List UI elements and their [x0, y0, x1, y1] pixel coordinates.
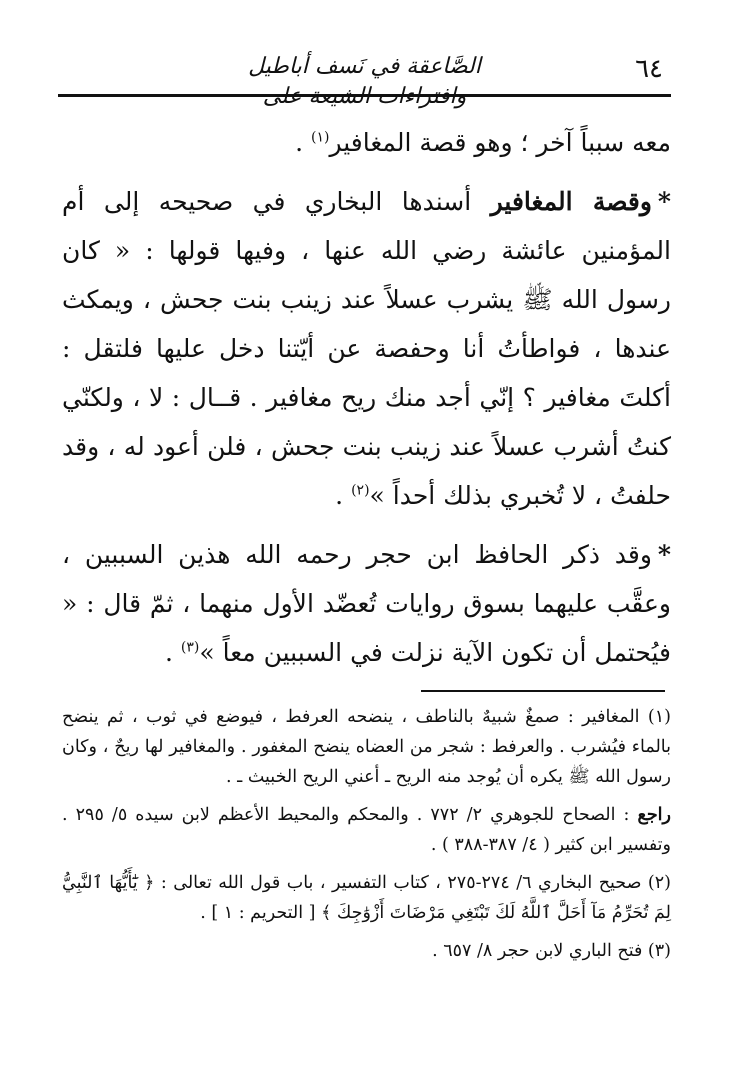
footnote-1-ref-text: : الصحاح للجوهري ٢/ ٧٧٢ . والمحكم والمحيط الأعظم لابن سيده ٥/ ٢٩٥ . وتفسير ابن كثير ( ٤/ ٣٨٧-٣٨٨ ) .	[62, 805, 671, 855]
footnote-2	[62, 868, 671, 928]
star-marker: *	[657, 187, 671, 216]
main-text	[62, 118, 671, 687]
star-marker: *	[657, 540, 671, 569]
footnote-separator	[421, 690, 665, 692]
paragraph-1-end: .	[295, 128, 311, 157]
footnote-1	[62, 702, 671, 792]
paragraph-2-text: أسندها البخاري في صحيحه إلى أم المؤمنين عائشة رضي الله عنها ، وفيها قولها : « كان رسول الله ﷺ يشرب عسلاً عند زينب بنت جحش ، ويمكث عندها ، فواطأتُ أنا وحفصة عن أيّتنا دخل عليها فلتقل : أكلتَ مغافير ؟ إنّي أجد منك ريح مغافير . قــال : لا ، ولكنّي كنتُ أشرب عسلاً عند زينب بنت جحش ، فلن أعود له ، وقد حلفتُ ، لا تُخبري بذلك أحداً »	[62, 187, 671, 510]
footnote-3	[62, 936, 671, 966]
paragraph-2-end: .	[335, 481, 352, 510]
footnote-1-references	[62, 800, 671, 860]
footnote-ref-2: (٢)	[351, 482, 370, 499]
footnote-ref-1: (١)	[311, 129, 330, 146]
footnotes	[62, 702, 671, 974]
footnote-1-ref-lead: راجع	[637, 805, 671, 825]
paragraph-2	[62, 177, 671, 520]
footnote-2-text: (٢) صحيح البخاري ٦/ ٢٧٤-٢٧٥ ، كتاب التفسير ، باب قول الله تعالى : ﴿ يَٰٓأَيُّهَا ٱلنَّبِيُّ لِمَ تُحَرِّمُ مَآ أَحَلَّ ٱللَّهُ لَكَ تَبْتَغِي مَرْضَاتَ أَزْوَٰجِكَ ﴾ [ التحريم : ١ ] .	[62, 873, 671, 923]
footnote-ref-3: (٣)	[180, 639, 200, 656]
footnote-1-text: (١) المغافير : صمغٌ شبيهٌ بالناطف ، ينضحه العرفط ، فيوضع في ثوب ، ثم ينضح بالماء فيُشرب . والعرفط : شجر من العضاه ينضح المغفور . والمغافير لها ريحٌ ، وكان رسول الله ﷺ يكره أن يُوجد منه الريح ـ أعني الريح الخبيث ـ .	[62, 707, 671, 787]
footnote-3-text: (٣) فتح الباري لابن حجر ٨/ ٦٥٧ .	[432, 941, 671, 961]
paragraph-1-text: معه سبباً آخر ؛ وهو قصة المغافير	[329, 128, 671, 157]
running-title: الصَّاعقة في نَسف أباطيل وافتراءات الشيعة على	[248, 54, 481, 109]
paragraph-1	[62, 118, 671, 167]
paragraph-3-text: وقد ذكر الحافظ ابن حجر رحمه الله هذين السببين ، وعقَّب عليهما بسوق روايات تُعضّد الأول منهما ، ثمّ قال : « فيُحتمل أن تكون الآية نزلت في السببين معاً »	[62, 540, 671, 667]
page-header	[58, 40, 671, 109]
paragraph-2-lead: وقصة المغافير	[490, 187, 652, 216]
paragraph-3-end: .	[164, 638, 181, 667]
page-number: ٦٤	[635, 54, 663, 84]
paragraph-3	[62, 530, 671, 677]
